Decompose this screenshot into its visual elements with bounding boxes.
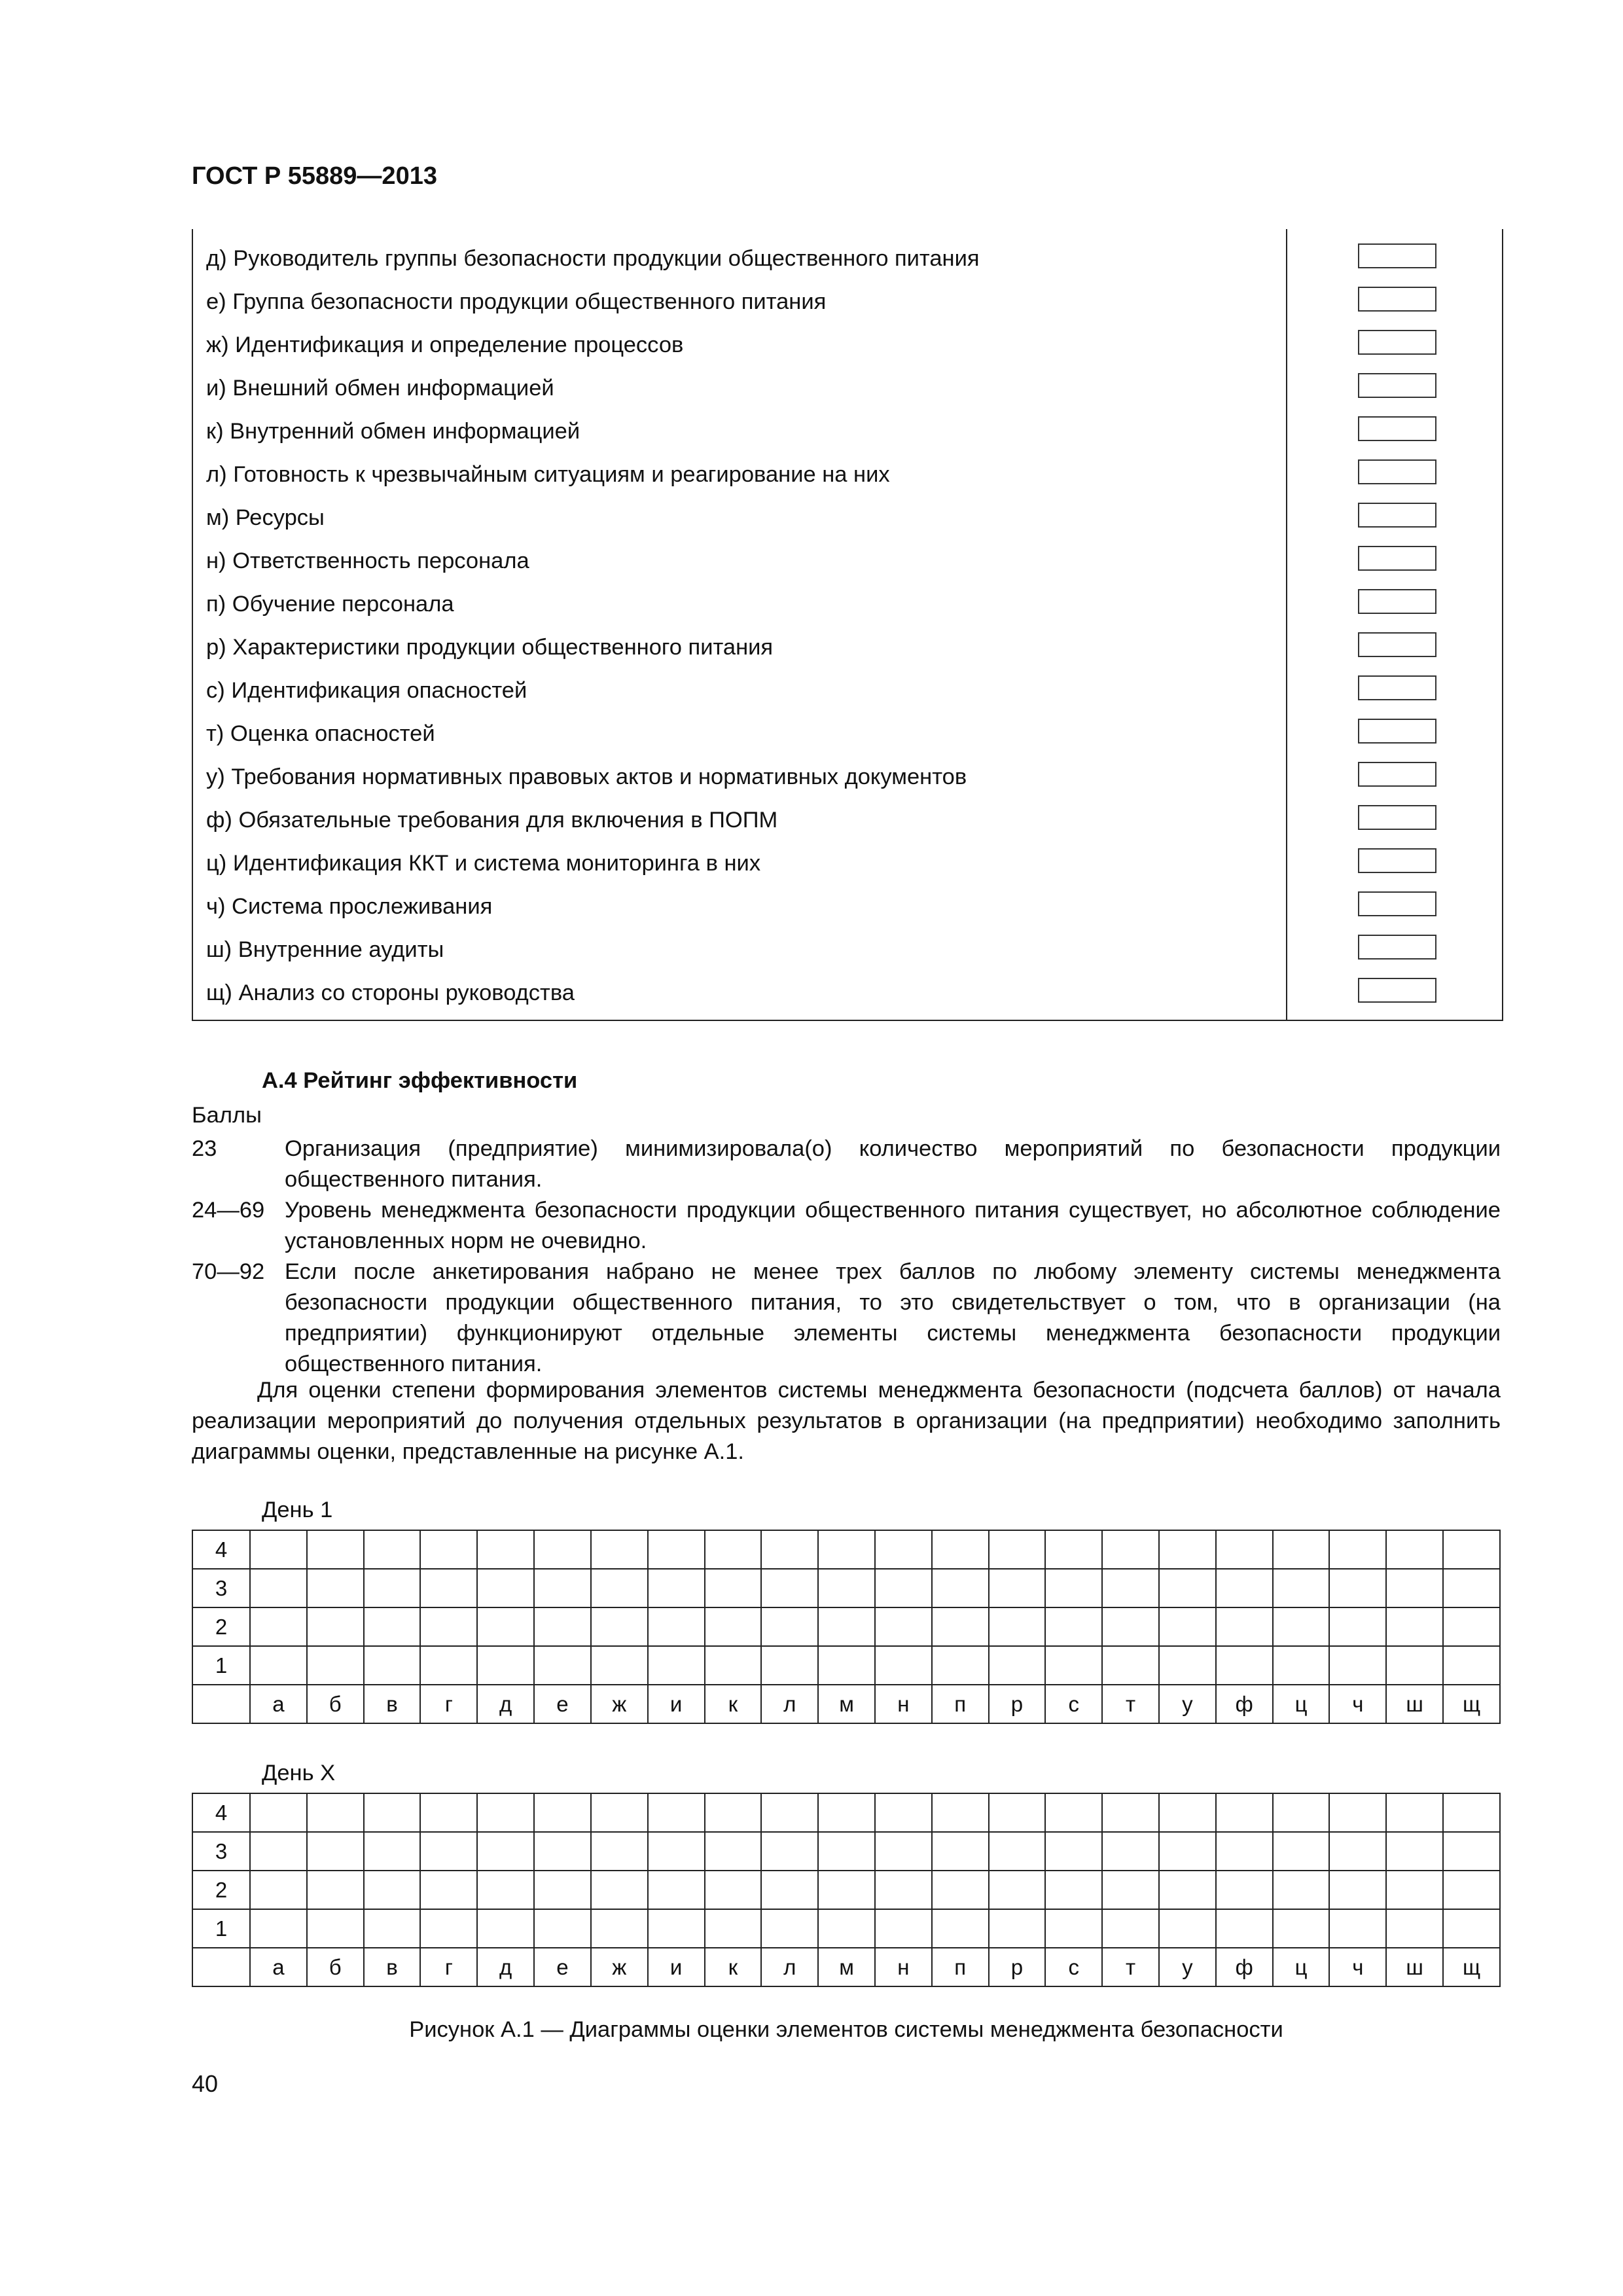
day1-grid-cell[interactable] (761, 1607, 818, 1646)
score-level-label: 2 (192, 1607, 250, 1646)
element-column-label: а (250, 1948, 307, 1986)
day1-grid-cell[interactable] (1216, 1607, 1273, 1646)
dayx-grid-cell[interactable] (1443, 1832, 1500, 1871)
dayx-grid-cell[interactable] (534, 1793, 591, 1832)
day1-grid-cell[interactable] (477, 1530, 534, 1569)
dayx-grid-cell[interactable] (989, 1871, 1046, 1909)
checklist-item: ж) Идентификация и определение процессов (206, 332, 684, 357)
score-description: Если после анкетирования набрано не менее трех баллов по любому элементу системы менеджмента безопасности продукции общественного питания, то это свидетельствует о том, что в организации (на предприятии) функционируют отдельные элементы системы менеджмента безопасности продукции общественного питания. (285, 1259, 1501, 1376)
dayx-grid-cell[interactable] (989, 1909, 1046, 1948)
dayx-grid-cell[interactable] (1216, 1871, 1273, 1909)
element-column-label: и (648, 1948, 705, 1986)
score-level-label: 3 (192, 1832, 250, 1871)
day1-grid-cell[interactable] (477, 1646, 534, 1685)
element-column-label: а (250, 1685, 307, 1723)
checklist-answer-box[interactable] (1358, 978, 1436, 1003)
dayx-caption: День Х (262, 1761, 336, 1785)
day1-grid-cell[interactable] (250, 1530, 307, 1569)
checklist-item: ц) Идентификация ККТ и система мониторинга в них (206, 851, 761, 876)
day1-caption: День 1 (262, 1498, 333, 1522)
day1-grid-cell[interactable] (875, 1646, 932, 1685)
day1-grid-cell[interactable] (932, 1530, 989, 1569)
dayx-grid-cell[interactable] (1443, 1793, 1500, 1832)
day1-diagram (192, 1530, 1501, 1724)
dayx-grid-cell[interactable] (1273, 1832, 1330, 1871)
day1-grid-cell[interactable] (1386, 1569, 1443, 1607)
dayx-grid-cell[interactable] (364, 1871, 421, 1909)
dayx-grid-cell[interactable] (761, 1871, 818, 1909)
day1-grid-cell[interactable] (1159, 1607, 1216, 1646)
day1-grid-cell[interactable] (989, 1646, 1046, 1685)
dayx-grid-cell[interactable] (1102, 1909, 1159, 1948)
dayx-grid-cell[interactable] (818, 1909, 875, 1948)
dayx-grid-cell[interactable] (1045, 1793, 1102, 1832)
dayx-grid-cell[interactable] (1216, 1909, 1273, 1948)
element-column-label: е (534, 1948, 591, 1986)
day1-grid-cell[interactable] (1329, 1569, 1386, 1607)
dayx-grid-cell[interactable] (932, 1793, 989, 1832)
checklist-item: ф) Обязательные требования для включения в ПОПМ (206, 808, 778, 833)
element-column-label: с (1045, 1948, 1102, 1986)
element-column-label: л (761, 1948, 818, 1986)
element-column-label: д (477, 1685, 534, 1723)
checklist-answer-box[interactable] (1358, 416, 1436, 441)
corner-cell (192, 1948, 250, 1986)
dayx-grid-cell[interactable] (818, 1832, 875, 1871)
dayx-grid-cell[interactable] (307, 1832, 364, 1871)
day1-grid-cell[interactable] (1045, 1530, 1102, 1569)
day1-grid-cell[interactable] (818, 1569, 875, 1607)
dayx-grid-cell[interactable] (989, 1832, 1046, 1871)
dayx-grid-cell[interactable] (591, 1909, 648, 1948)
day1-grid-cell[interactable] (307, 1607, 364, 1646)
day1-grid-cell[interactable] (477, 1607, 534, 1646)
dayx-grid-cell[interactable] (875, 1832, 932, 1871)
day1-grid-cell[interactable] (648, 1646, 705, 1685)
day1-grid-cell[interactable] (250, 1646, 307, 1685)
day1-grid-cell[interactable] (1443, 1646, 1500, 1685)
element-column-label: т (1102, 1948, 1159, 1986)
element-column-label: у (1159, 1685, 1216, 1723)
dayx-grid-cell[interactable] (932, 1871, 989, 1909)
checklist-answer-box[interactable] (1358, 243, 1436, 268)
day1-grid-cell[interactable] (250, 1569, 307, 1607)
checklist-item: у) Требования нормативных правовых актов и нормативных документов (206, 764, 967, 789)
dayx-grid-cell[interactable] (534, 1871, 591, 1909)
day1-grid-cell[interactable] (989, 1569, 1046, 1607)
checklist-answer-box[interactable] (1358, 805, 1436, 830)
day1-grid-cell[interactable] (1102, 1646, 1159, 1685)
score-level-label: 4 (192, 1793, 250, 1832)
day1-grid-cell[interactable] (1159, 1569, 1216, 1607)
element-column-label: ф (1216, 1948, 1273, 1986)
day1-grid-cell[interactable] (1045, 1569, 1102, 1607)
checklist-item: л) Готовность к чрезвычайным ситуациям и реагирование на них (206, 462, 890, 487)
dayx-grid-cell[interactable] (705, 1793, 762, 1832)
element-column-label: к (705, 1685, 762, 1723)
checklist-answer-box[interactable] (1358, 503, 1436, 528)
day1-grid-cell[interactable] (534, 1646, 591, 1685)
day1-grid-cell[interactable] (648, 1607, 705, 1646)
checklist-item: т) Оценка опасностей (206, 721, 435, 746)
day1-grid-cell[interactable] (420, 1530, 477, 1569)
element-column-label: м (818, 1948, 875, 1986)
dayx-grid-cell[interactable] (1159, 1909, 1216, 1948)
score-range: 24—69 (192, 1198, 265, 1223)
element-column-label: с (1045, 1685, 1102, 1723)
day1-grid-cell[interactable] (818, 1607, 875, 1646)
checklist-item: ш) Внутренние аудиты (206, 937, 444, 962)
day1-grid-cell[interactable] (1102, 1607, 1159, 1646)
checklist-answer-box[interactable] (1358, 762, 1436, 787)
checklist-item: и) Внешний обмен информацией (206, 376, 554, 401)
dayx-grid-cell[interactable] (591, 1793, 648, 1832)
score-level-label: 2 (192, 1871, 250, 1909)
dayx-grid-cell[interactable] (420, 1871, 477, 1909)
dayx-grid-cell[interactable] (1443, 1871, 1500, 1909)
day1-grid-cell[interactable] (534, 1569, 591, 1607)
dayx-grid-cell[interactable] (1386, 1871, 1443, 1909)
day1-grid-cell[interactable] (1443, 1569, 1500, 1607)
day1-grid-cell[interactable] (705, 1646, 762, 1685)
checklist-answer-box[interactable] (1358, 632, 1436, 657)
element-column-label: б (307, 1685, 364, 1723)
element-column-label: ч (1329, 1685, 1386, 1723)
dayx-grid-cell[interactable] (1216, 1832, 1273, 1871)
dayx-grid-cell[interactable] (761, 1832, 818, 1871)
dayx-grid-cell[interactable] (307, 1909, 364, 1948)
day1-grid-cell[interactable] (1216, 1569, 1273, 1607)
dayx-grid-cell[interactable] (364, 1832, 421, 1871)
dayx-grid-cell[interactable] (818, 1793, 875, 1832)
dayx-grid-cell[interactable] (648, 1832, 705, 1871)
day1-grid-cell[interactable] (1386, 1607, 1443, 1646)
dayx-grid-cell[interactable] (1102, 1871, 1159, 1909)
day1-grid-cell[interactable] (1386, 1530, 1443, 1569)
dayx-grid-cell[interactable] (250, 1909, 307, 1948)
day1-grid-cell[interactable] (591, 1530, 648, 1569)
dayx-grid-cell[interactable] (705, 1871, 762, 1909)
element-column-label: р (989, 1685, 1046, 1723)
day1-grid-cell[interactable] (818, 1530, 875, 1569)
day1-grid-cell[interactable] (1159, 1530, 1216, 1569)
checklist-answer-box[interactable] (1358, 287, 1436, 312)
checklist-table (192, 229, 1503, 1021)
score-label: Баллы (192, 1103, 262, 1128)
dayx-grid-cell[interactable] (932, 1909, 989, 1948)
day1-grid-cell[interactable] (1273, 1569, 1330, 1607)
score-level-label: 1 (192, 1909, 250, 1948)
dayx-grid-cell[interactable] (477, 1909, 534, 1948)
day1-grid-cell[interactable] (1273, 1607, 1330, 1646)
element-column-label: ш (1386, 1948, 1443, 1986)
dayx-grid-cell[interactable] (591, 1871, 648, 1909)
checklist-answer-box[interactable] (1358, 546, 1436, 571)
dayx-grid-cell[interactable] (648, 1909, 705, 1948)
element-column-label: ж (591, 1948, 648, 1986)
day1-grid-cell[interactable] (1102, 1569, 1159, 1607)
day1-grid-cell[interactable] (989, 1607, 1046, 1646)
dayx-grid-cell[interactable] (875, 1793, 932, 1832)
day1-grid-cell[interactable] (1386, 1646, 1443, 1685)
element-column-label: в (364, 1685, 421, 1723)
dayx-grid-cell[interactable] (989, 1793, 1046, 1832)
checklist-answer-box[interactable] (1358, 330, 1436, 355)
element-column-label: ш (1386, 1685, 1443, 1723)
dayx-grid-cell[interactable] (364, 1909, 421, 1948)
day1-grid-cell[interactable] (1216, 1646, 1273, 1685)
element-column-label: ж (591, 1685, 648, 1723)
dayx-grid-cell[interactable] (1273, 1909, 1330, 1948)
dayx-grid-cell[interactable] (818, 1871, 875, 1909)
day1-grid-cell[interactable] (989, 1530, 1046, 1569)
dayx-grid-cell[interactable] (875, 1909, 932, 1948)
dayx-grid-cell[interactable] (250, 1832, 307, 1871)
element-column-label: п (932, 1685, 989, 1723)
day1-grid-cell[interactable] (591, 1569, 648, 1607)
score-range: 23 (192, 1136, 217, 1161)
dayx-grid-cell[interactable] (534, 1909, 591, 1948)
day1-grid-cell[interactable] (534, 1607, 591, 1646)
day1-grid-cell[interactable] (250, 1607, 307, 1646)
dayx-grid-cell[interactable] (761, 1793, 818, 1832)
day1-grid-cell[interactable] (1443, 1530, 1500, 1569)
element-column-label: к (705, 1948, 762, 1986)
element-column-label: у (1159, 1948, 1216, 1986)
dayx-grid-cell[interactable] (1159, 1793, 1216, 1832)
dayx-grid-cell[interactable] (364, 1793, 421, 1832)
dayx-grid-cell[interactable] (420, 1793, 477, 1832)
day1-grid-cell[interactable] (534, 1530, 591, 1569)
dayx-grid-cell[interactable] (1443, 1909, 1500, 1948)
dayx-grid-cell[interactable] (1102, 1832, 1159, 1871)
day1-grid-cell[interactable] (1159, 1646, 1216, 1685)
dayx-grid-cell[interactable] (307, 1871, 364, 1909)
checklist-answer-box[interactable] (1358, 891, 1436, 916)
checklist-answer-box[interactable] (1358, 373, 1436, 398)
element-column-label: п (932, 1948, 989, 1986)
day1-grid-cell[interactable] (932, 1569, 989, 1607)
element-column-label: д (477, 1948, 534, 1986)
dayx-grid-cell[interactable] (1045, 1871, 1102, 1909)
dayx-grid-cell[interactable] (705, 1832, 762, 1871)
element-column-label: ц (1273, 1685, 1330, 1723)
day1-grid-cell[interactable] (932, 1646, 989, 1685)
dayx-grid-cell[interactable] (1159, 1871, 1216, 1909)
day1-grid-cell[interactable] (364, 1607, 421, 1646)
day1-grid-cell[interactable] (1273, 1530, 1330, 1569)
dayx-grid-cell[interactable] (1216, 1793, 1273, 1832)
day1-grid-cell[interactable] (1329, 1530, 1386, 1569)
dayx-grid-cell[interactable] (420, 1909, 477, 1948)
score-description: Организация (предприятие) минимизировала(о) количество мероприятий по безопасности продукции общественного питания. (285, 1136, 1501, 1192)
day1-grid-cell[interactable] (477, 1569, 534, 1607)
checklist-item: е) Группа безопасности продукции общественного питания (206, 289, 827, 314)
day1-grid-cell[interactable] (420, 1569, 477, 1607)
score-range: 70—92 (192, 1259, 265, 1284)
checklist-answer-box[interactable] (1358, 459, 1436, 484)
day1-grid-cell[interactable] (761, 1646, 818, 1685)
score-row (192, 1134, 1501, 1195)
element-column-label: т (1102, 1685, 1159, 1723)
day1-grid-cell[interactable] (1102, 1530, 1159, 1569)
dayx-grid-cell[interactable] (477, 1793, 534, 1832)
day1-grid-cell[interactable] (648, 1569, 705, 1607)
checklist-item: н) Ответственность персонала (206, 548, 529, 573)
dayx-grid-cell[interactable] (250, 1793, 307, 1832)
element-column-label: б (307, 1948, 364, 1986)
dayx-diagram (192, 1793, 1501, 1987)
dayx-grid-cell[interactable] (250, 1871, 307, 1909)
dayx-grid-cell[interactable] (1329, 1909, 1386, 1948)
element-column-label: е (534, 1685, 591, 1723)
section-title: А.4 Рейтинг эффективности (262, 1068, 578, 1093)
day1-grid-cell[interactable] (1329, 1607, 1386, 1646)
checklist-answer-box[interactable] (1358, 935, 1436, 960)
element-column-label: н (875, 1685, 932, 1723)
checklist-answer-box[interactable] (1358, 589, 1436, 614)
checklist-item: ч) Система прослеживания (206, 894, 493, 919)
dayx-grid-cell[interactable] (1386, 1832, 1443, 1871)
dayx-grid-cell[interactable] (534, 1832, 591, 1871)
checklist-item: р) Характеристики продукции общественного питания (206, 635, 774, 660)
element-column-label: г (420, 1948, 477, 1986)
checklist-item: с) Идентификация опасностей (206, 678, 527, 703)
element-column-label: щ (1443, 1685, 1500, 1723)
checklist-answer-box[interactable] (1358, 675, 1436, 700)
day1-grid-cell[interactable] (761, 1530, 818, 1569)
day1-grid-cell[interactable] (420, 1607, 477, 1646)
day1-grid-cell[interactable] (420, 1646, 477, 1685)
dayx-grid-cell[interactable] (1386, 1793, 1443, 1832)
dayx-grid-cell[interactable] (1045, 1832, 1102, 1871)
day1-grid-cell[interactable] (364, 1530, 421, 1569)
element-column-label: м (818, 1685, 875, 1723)
day1-grid-cell[interactable] (648, 1530, 705, 1569)
day1-grid-cell[interactable] (1045, 1646, 1102, 1685)
element-column-label: ч (1329, 1948, 1386, 1986)
dayx-grid-cell[interactable] (1102, 1793, 1159, 1832)
element-column-label: г (420, 1685, 477, 1723)
element-column-label: ц (1273, 1948, 1330, 1986)
dayx-grid-cell[interactable] (591, 1832, 648, 1871)
element-column-label: л (761, 1685, 818, 1723)
page-number: 40 (192, 2070, 219, 2097)
day1-grid-cell[interactable] (307, 1646, 364, 1685)
element-column-label: ф (1216, 1685, 1273, 1723)
day1-grid-cell[interactable] (307, 1569, 364, 1607)
element-column-label: и (648, 1685, 705, 1723)
checklist-answer-box[interactable] (1358, 848, 1436, 873)
checklist-item: к) Внутренний обмен информацией (206, 419, 580, 444)
day1-grid-cell[interactable] (875, 1607, 932, 1646)
score-row (192, 1195, 1501, 1257)
dayx-grid-cell[interactable] (477, 1871, 534, 1909)
dayx-grid-cell[interactable] (307, 1793, 364, 1832)
day1-grid-cell[interactable] (875, 1530, 932, 1569)
element-column-label: в (364, 1948, 421, 1986)
day1-grid-cell[interactable] (705, 1607, 762, 1646)
dayx-grid-cell[interactable] (648, 1793, 705, 1832)
dayx-grid-cell[interactable] (420, 1832, 477, 1871)
checklist-item: п) Обучение персонала (206, 592, 454, 617)
day1-grid-cell[interactable] (705, 1530, 762, 1569)
checklist-answer-box[interactable] (1358, 719, 1436, 744)
dayx-grid-cell[interactable] (1329, 1832, 1386, 1871)
score-row (192, 1257, 1501, 1380)
day1-grid-cell[interactable] (307, 1530, 364, 1569)
dayx-grid-cell[interactable] (1045, 1909, 1102, 1948)
day1-grid-cell[interactable] (591, 1646, 648, 1685)
dayx-grid-cell[interactable] (1273, 1871, 1330, 1909)
score-level-label: 1 (192, 1646, 250, 1685)
dayx-grid-cell[interactable] (932, 1832, 989, 1871)
day1-grid-cell[interactable] (932, 1607, 989, 1646)
closing-paragraph: Для оценки степени формирования элементов системы менеджмента безопасности (подсчета баллов) от начала реализации мероприятий до получения отдельных результатов в организации (на предприятии) необходимо заполнить диаграммы оценки, представленные на рисунке А.1. (192, 1378, 1501, 1464)
day1-grid-cell[interactable] (1045, 1607, 1102, 1646)
dayx-grid-cell[interactable] (1329, 1793, 1386, 1832)
day1-grid-cell[interactable] (1329, 1646, 1386, 1685)
element-column-label: р (989, 1948, 1046, 1986)
day1-grid-cell[interactable] (364, 1646, 421, 1685)
dayx-grid-cell[interactable] (1273, 1793, 1330, 1832)
score-description: Уровень менеджмента безопасности продукции общественного питания существует, но абсолютное соблюдение установленных норм не очевидно. (285, 1198, 1501, 1253)
score-level-label: 3 (192, 1569, 250, 1607)
dayx-grid-cell[interactable] (648, 1871, 705, 1909)
day1-grid-cell[interactable] (1273, 1646, 1330, 1685)
dayx-grid-cell[interactable] (705, 1909, 762, 1948)
day1-grid-cell[interactable] (875, 1569, 932, 1607)
checklist-item: д) Руководитель группы безопасности продукции общественного питания (206, 246, 980, 271)
element-column-label: щ (1443, 1948, 1500, 1986)
checklist-item: м) Ресурсы (206, 505, 325, 530)
figure-caption: Рисунок А.1 — Диаграммы оценки элементов системы менеджмента безопасности (409, 2017, 1283, 2042)
dayx-grid-cell[interactable] (1159, 1832, 1216, 1871)
dayx-grid-cell[interactable] (1386, 1909, 1443, 1948)
score-level-label: 4 (192, 1530, 250, 1569)
document-header: ГОСТ Р 55889—2013 (192, 162, 437, 190)
day1-grid-cell[interactable] (364, 1569, 421, 1607)
day1-grid-cell[interactable] (591, 1607, 648, 1646)
element-column-label: н (875, 1948, 932, 1986)
checklist-item: щ) Анализ со стороны руководства (206, 980, 575, 1005)
corner-cell (192, 1685, 250, 1723)
dayx-grid-cell[interactable] (875, 1871, 932, 1909)
checklist-column-divider (1286, 229, 1287, 1020)
day1-grid-cell[interactable] (705, 1569, 762, 1607)
day1-grid-cell[interactable] (761, 1569, 818, 1607)
dayx-grid-cell[interactable] (477, 1832, 534, 1871)
day1-grid-cell[interactable] (1216, 1530, 1273, 1569)
dayx-grid-cell[interactable] (761, 1909, 818, 1948)
day1-grid-cell[interactable] (1443, 1607, 1500, 1646)
day1-grid-cell[interactable] (818, 1646, 875, 1685)
dayx-grid-cell[interactable] (1329, 1871, 1386, 1909)
